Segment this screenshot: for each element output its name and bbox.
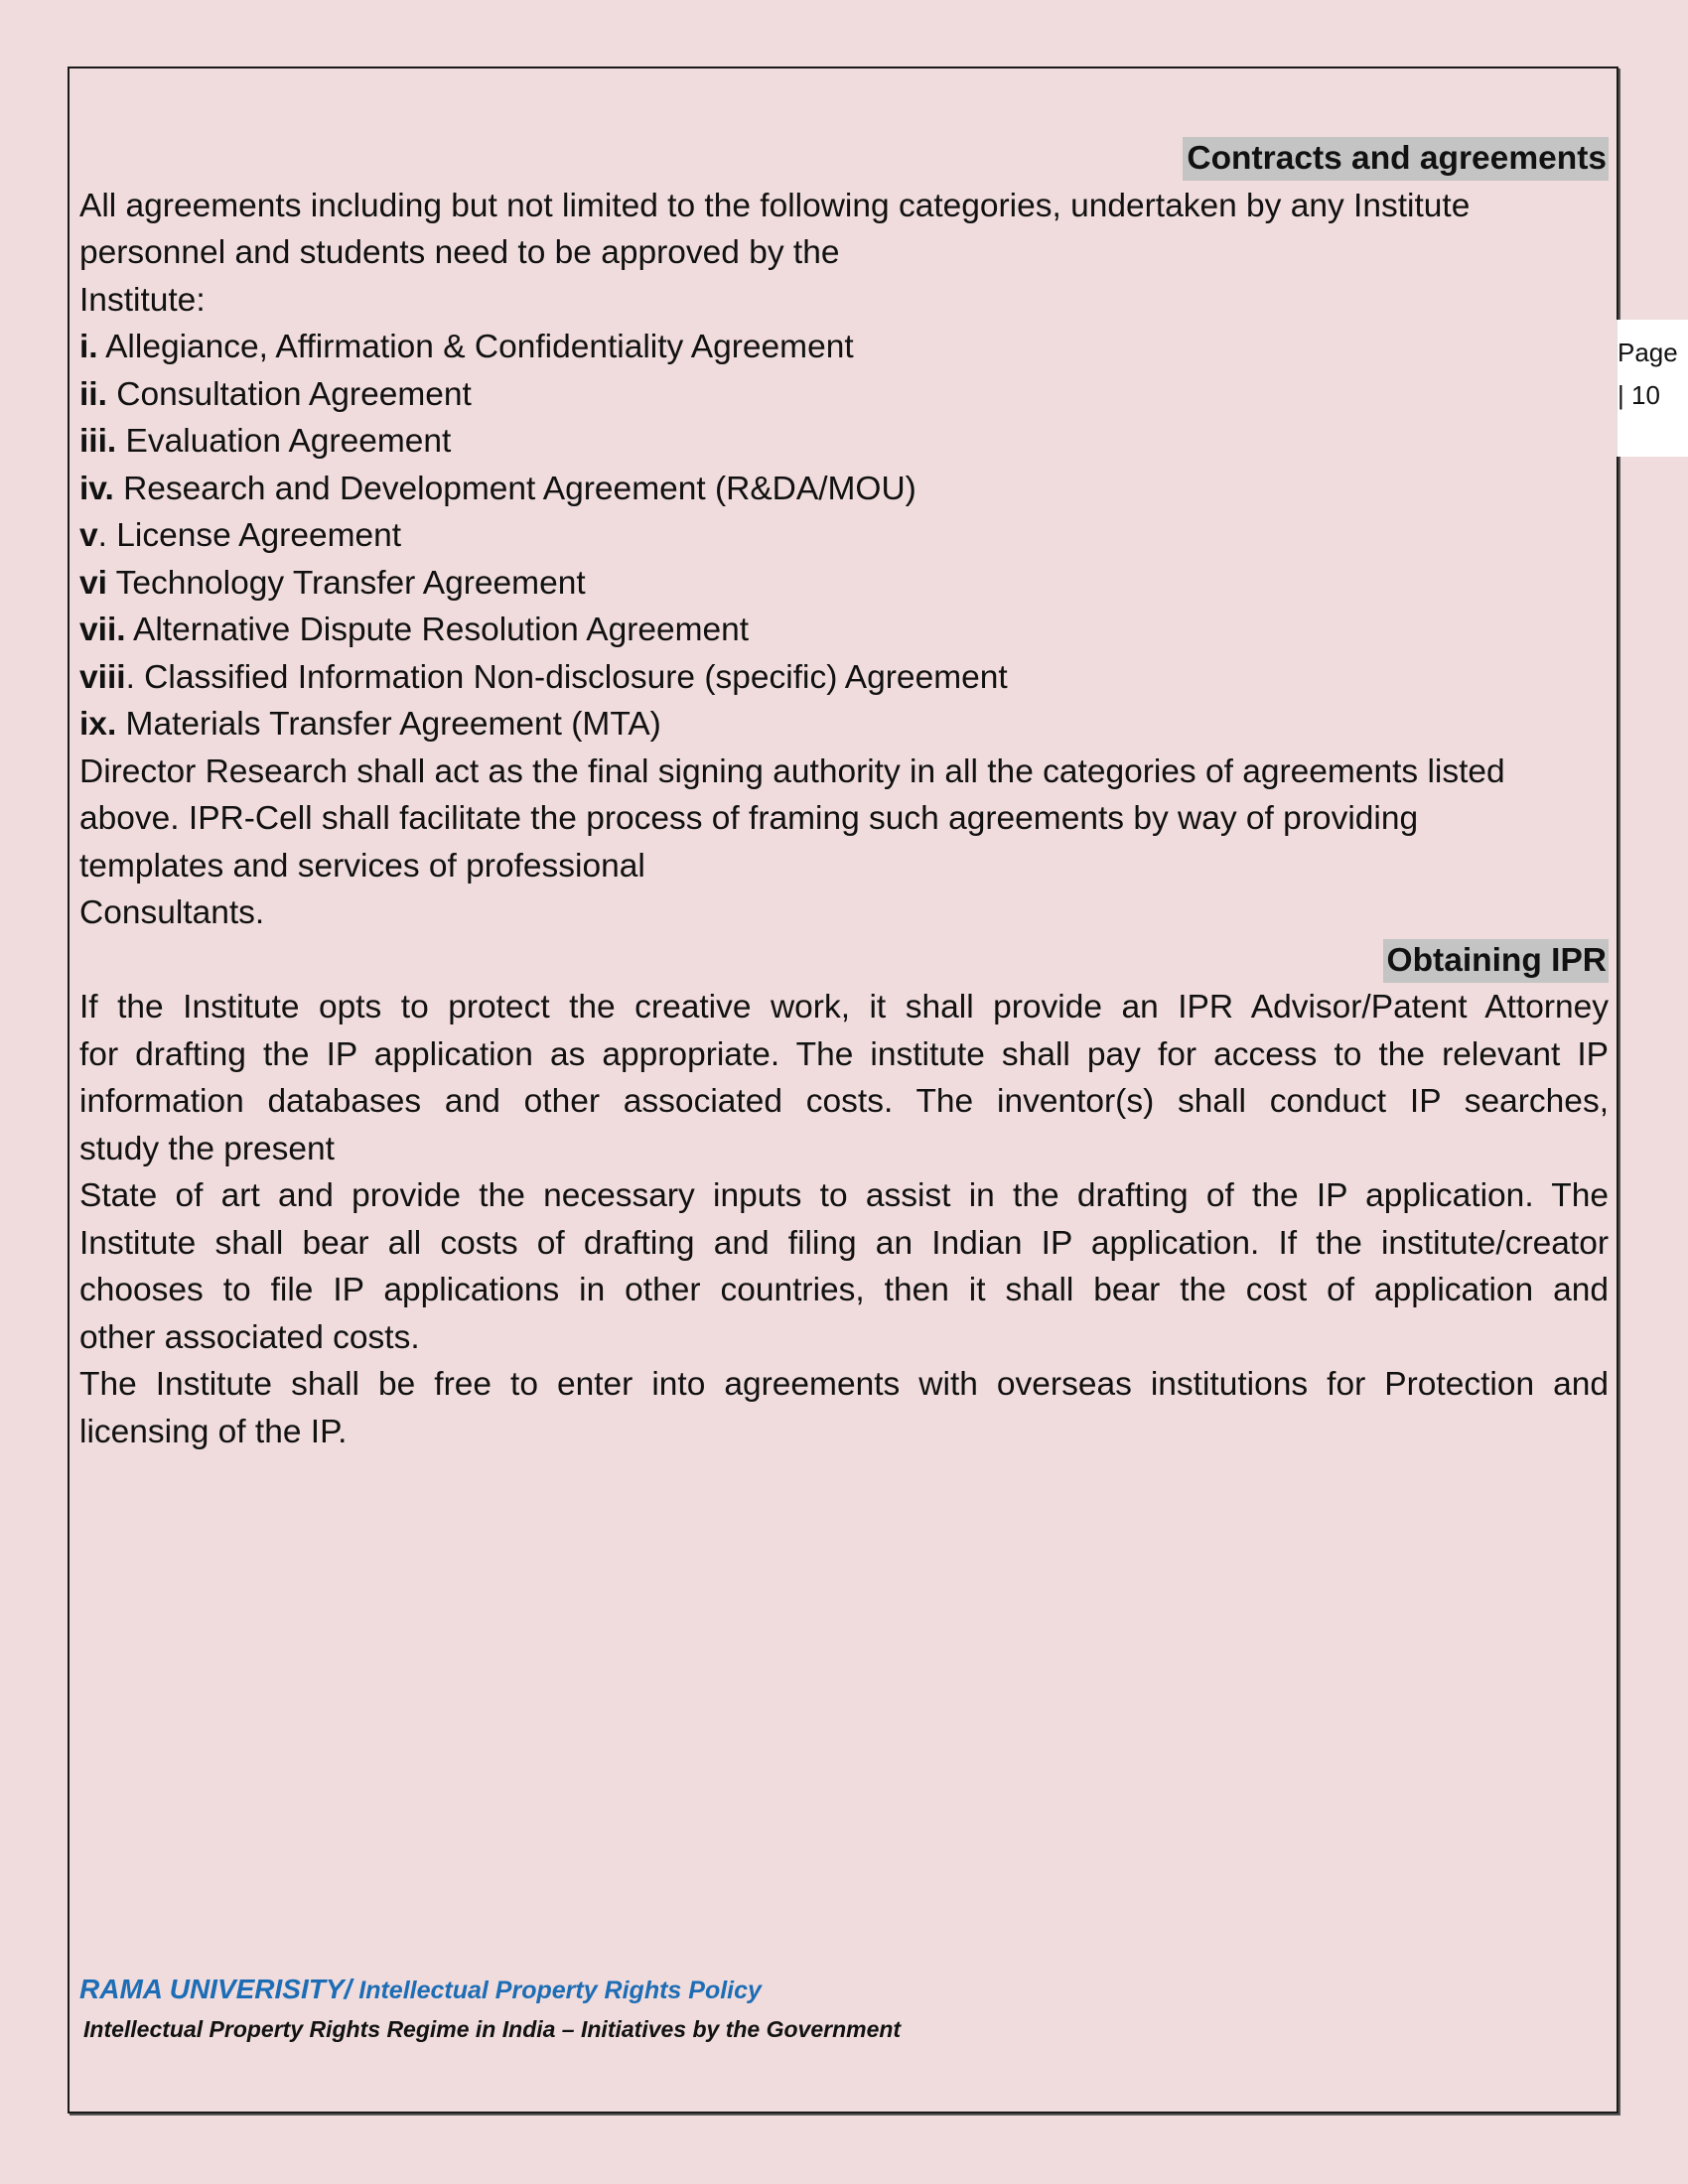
list-text: Technology Transfer Agreement	[106, 564, 586, 602]
agreement-list-item	[79, 324, 1609, 371]
agreement-list-item	[79, 371, 1609, 419]
list-number: vii.	[79, 612, 126, 648]
list-text: Allegiance, Affirmation & Confidentiality Agreement	[97, 329, 854, 365]
footer-policy: Intellectual Property Rights Policy	[352, 1977, 762, 2004]
list-number: i.	[79, 329, 98, 365]
intro-line: Institute:	[79, 281, 206, 319]
closing-line: templates and services of professional	[79, 847, 645, 885]
list-text: Materials Transfer Agreement (MTA)	[116, 706, 661, 743]
section-heading-row	[79, 135, 1609, 183]
paragraph-line: Institute shall bear all costs of drafting and filing an Indian IP application. If the institute/creator	[79, 1224, 1609, 1262]
page-label: Page	[1618, 338, 1678, 367]
section-heading-contracts: Contracts and agreements	[1183, 137, 1609, 181]
list-number: v	[79, 517, 98, 554]
section-heading-obtaining-ipr: Obtaining IPR	[1383, 939, 1609, 983]
intro-line: All agreements including but not limited to the following categories, undertaken by any Institute	[79, 187, 1471, 224]
list-text: Evaluation Agreement	[116, 423, 452, 460]
agreement-list-item	[79, 607, 1609, 654]
closing-line: above. IPR-Cell shall facilitate the process of framing such agreements by way of providing	[79, 800, 1419, 837]
paragraph-line: other associated costs.	[79, 1318, 420, 1356]
list-number: viii	[79, 658, 126, 696]
page-number-tab	[1617, 320, 1688, 457]
agreement-list-item	[79, 418, 1609, 466]
paragraph-line: State of art and provide the necessary inputs to assist in the drafting of the IP application. The	[79, 1177, 1609, 1214]
footer-university: RAMA UNIVERISITY/	[79, 1974, 352, 2004]
list-text: . Classified Information Non-disclosure (specific) Agreement	[125, 658, 1008, 696]
closing-line: Consultants.	[79, 894, 265, 931]
page-number: | 10	[1618, 380, 1660, 410]
paragraph-line: for drafting the IP application as appropriate. The institute shall pay for access to the relevant IP	[79, 1035, 1609, 1073]
list-text: Consultation Agreement	[106, 375, 472, 413]
list-number: ii.	[79, 375, 107, 413]
paragraph-ipr-advisor	[79, 984, 1609, 1172]
agreement-list-item	[79, 466, 1609, 513]
intro-line: personnel and students need to be approved by the	[79, 234, 840, 271]
paragraph-line: chooses to file IP applications in other countries, then it shall bear the cost of application and	[79, 1272, 1609, 1308]
list-number: vi	[79, 564, 107, 602]
list-text: Alternative Dispute Resolution Agreement	[125, 612, 750, 648]
paragraph-line: If the Institute opts to protect the creative work, it shall provide an IPR Advisor/Patent Attorney	[79, 989, 1609, 1025]
paragraph-line: licensing of the IP.	[79, 1413, 348, 1450]
closing-line: Director Research shall act as the final signing authority in all the categories of agreements listed	[79, 752, 1505, 790]
document-body	[79, 135, 1609, 1455]
list-number: ix.	[79, 706, 117, 743]
paragraph-line: The Institute shall be free to enter into agreements with overseas institutions for Protection and	[79, 1366, 1609, 1403]
list-text: . License Agreement	[97, 517, 402, 554]
paragraph-state-of-art	[79, 1172, 1609, 1361]
paragraph-line: study the present	[79, 1130, 335, 1167]
list-number: iv.	[79, 470, 114, 507]
agreement-list-item	[79, 701, 1609, 749]
agreement-list-item	[79, 560, 1609, 608]
paragraph-overseas	[79, 1361, 1609, 1455]
agreement-list-item	[79, 654, 1609, 702]
list-text: Research and Development Agreement (R&DA/MOU)	[113, 470, 916, 507]
footer-title	[79, 1974, 762, 2005]
list-number: iii.	[79, 423, 117, 460]
section-heading-row	[79, 937, 1609, 985]
footer-subtitle: Intellectual Property Rights Regime in India – Initiatives by the Government	[83, 2016, 902, 2042]
agreement-list-item	[79, 512, 1609, 560]
paragraph-line: information databases and other associated costs. The inventor(s) shall conduct IP searches,	[79, 1083, 1609, 1120]
